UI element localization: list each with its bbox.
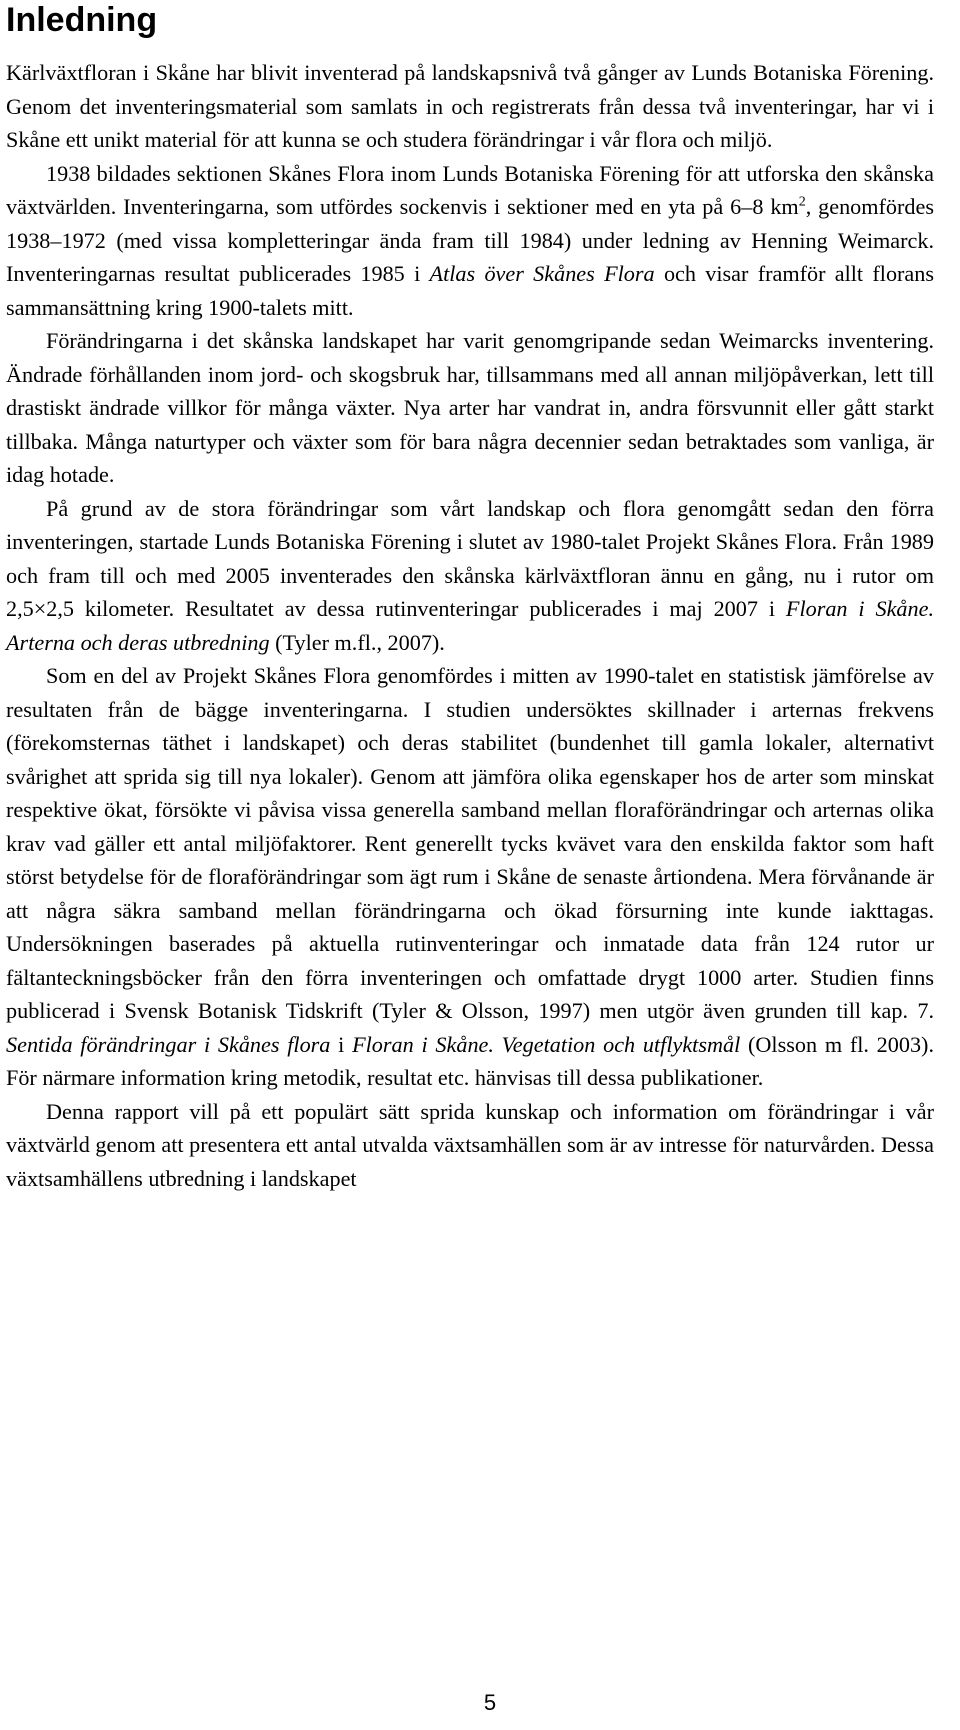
section-heading: Inledning	[6, 1, 158, 39]
paragraph-intro: Kärlväxtfloran i Skåne har blivit inventerad på landskapsnivå två gånger av Lunds Botaniska Förening. Genom det inventeringsmaterial som samlats in och registrerats från dessa två inventeringar, har vi i Skåne ett unikt material för att kunna se och studera förändringar i vår flora och miljö.	[6, 60, 934, 152]
paragraph-study-text-b: i	[330, 1031, 353, 1057]
paragraph-project-text-b: (Tyler m.fl., 2007).	[269, 629, 445, 655]
paragraph-study-text-c: (Olsson m fl. 2003). För närmare information kring metodik, resultat etc. hänvisas till dessa publikationer.	[6, 1031, 934, 1090]
paragraph-history-text-a: 1938 bildades sektionen Skånes Flora inom Lunds Botaniska Förening för att utforska den skånska växtvärlden. Inventeringarna, som utfördes sockenvis i sektioner med en yta på 6–8 km	[6, 160, 934, 219]
paragraph-study-text-a: Som en del av Projekt Skånes Flora genomfördes i mitten av 1990-talet en statistisk jämförelse av resultaten från de bägge inventeringarna. I studien undersöktes skillnader i arternas frekvens (förekomsternas täthet i landskapet) och deras stabilitet (bundenhet till gamla lokaler, alternativt svårighet att sprida sig till nya lokaler). Genom att jämföra olika egenskaper hos de arter som minskat respektive ökat, försökte vi påvisa vissa generella samband mellan floraförändringar och arternas olika krav vad gäller ett antal miljöfaktorer. Rent generellt tycks kvävet vara den enskilda faktor som haft störst betydelse för de floraförändringar som ägt rum i Skåne de senaste årtiondena. Mera förvånande är att några säkra samband mellan förändringarna och ökad försurning inte kunde iakttagas. Undersökningen baserades på aktuella rutinventeringar och inmatade data från 124 rutor ur fältanteckningsböcker från den förra inventeringen och omfattade drygt 1000 arter. Studien finns publicerad i Svensk Botanisk Tidskrift (Tyler & Olsson, 1997) men utgör även grunden till kap. 7.	[6, 663, 934, 1023]
paragraph-study	[6, 659, 934, 1095]
body-text	[6, 56, 934, 1195]
chapter-title: Sentida förändringar i Skånes flora	[6, 1031, 331, 1057]
paragraph-history-text-b: , genomfördes 1938–1972 (med vissa kompletteringar ända fram till 1984) under ledning av Henning Weimarck. Inventeringarnas resultat publicerades 1985 i	[6, 194, 934, 286]
page-number: 5	[483, 1690, 497, 1715]
floran-title: Floran i Skåne. Arterna och deras utbredning	[6, 596, 934, 655]
paragraph-project	[6, 492, 934, 660]
paragraph-history-text-c: och visar framför allt florans sammansättning kring 1900-talets mitt.	[6, 261, 935, 320]
paragraph-history	[6, 157, 934, 325]
paragraph-project-text-a: På grund av de stora förändringar som vårt landskap och flora genomgått sedan den förra inventeringen, startade Lunds Botaniska Förening i slutet av 1980-talet Projekt Skånes Flora. Från 1989 och fram till och med 2005 inventerades den skånska kärlväxtfloran ännu en gång, nu i rutor om 2,5×2,5 kilometer. Resultatet av dessa rutinventeringar publicerades i maj 2007 i	[6, 495, 934, 621]
paragraph-report: Denna rapport vill på ett populärt sätt sprida kunskap och information om förändringar i vår växtvärld genom att presentera ett antal utvalda växtsamhällen som är av intresse för naturvården. Dessa växtsamhällens utbredning i landskapet	[6, 1098, 934, 1191]
superscript-squared: 2	[798, 194, 806, 210]
paragraph-changes: Förändringarna i det skånska landskapet har varit genomgripande sedan Weimarcks inventering. Ändrade förhållanden inom jord- och skogsbruk har, tillsammans med all annan miljöpåverkan, lett till drastiskt ändrade villkor för många växter. Nya arter har vandrat in, andra försvunnit eller gått starkt tillbaka. Många naturtyper och växter som för bara några decennier sedan betraktades som vanliga, är idag hotade.	[6, 328, 934, 487]
atlas-title: Atlas över Skånes Flora	[429, 261, 655, 286]
vegetation-title: Floran i Skåne. Vegetation och utflyktsmål	[352, 1031, 741, 1057]
